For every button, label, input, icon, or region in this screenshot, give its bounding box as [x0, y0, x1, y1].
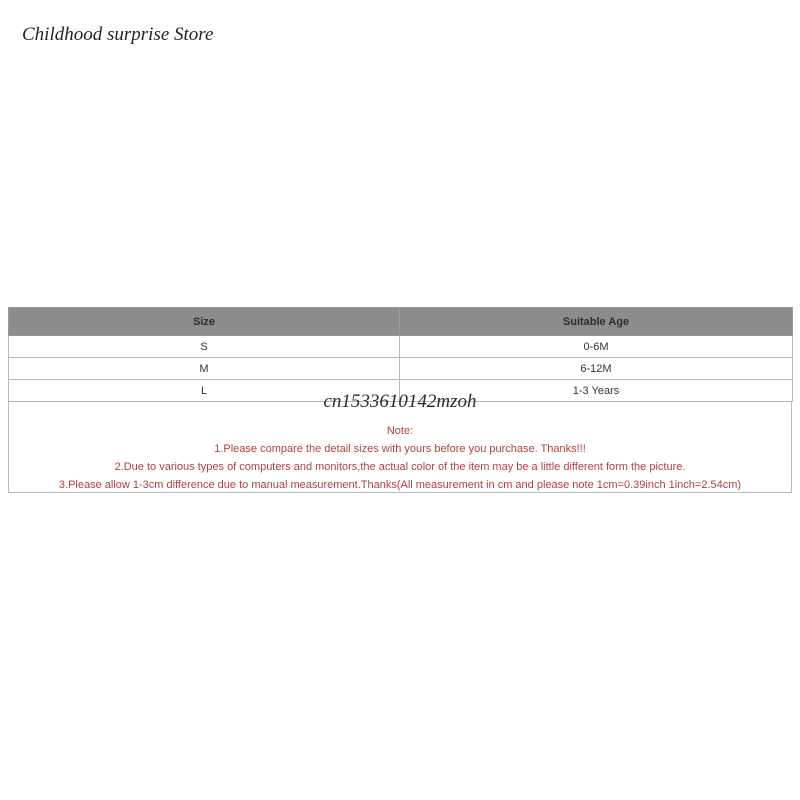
size-cell: S [9, 336, 400, 358]
note-line-3: 3.Please allow 1-3cm difference due to manual measurement.Thanks(All measurement in cm and please note 1cm=0.39inch 1inch=2.54cm) [58, 479, 742, 491]
note-line-2: 2.Due to various types of computers and monitors,the actual color of the item may be a little different form the picture. [114, 461, 686, 473]
table-header-row [9, 308, 793, 336]
store-name: Childhood surprise Store [22, 24, 214, 45]
size-cell: M [9, 358, 400, 380]
note-line-1: 1.Please compare the detail sizes with yours before you purchase. Thanks!!! [214, 443, 586, 455]
size-cell: L [9, 380, 400, 402]
note-title: Note: [386, 425, 414, 437]
age-cell: 0-6M [400, 336, 793, 358]
table-row [9, 380, 793, 402]
size-chart-table [8, 307, 793, 402]
age-cell: 1-3 Years [400, 380, 793, 402]
table-row [9, 336, 793, 358]
age-column-header: Suitable Age [400, 308, 793, 336]
age-cell: 6-12M [400, 358, 793, 380]
notes-section [8, 402, 792, 493]
size-column-header: Size [9, 308, 400, 336]
watermark: cn1533610142mzoh [323, 391, 477, 412]
table-row [9, 358, 793, 380]
